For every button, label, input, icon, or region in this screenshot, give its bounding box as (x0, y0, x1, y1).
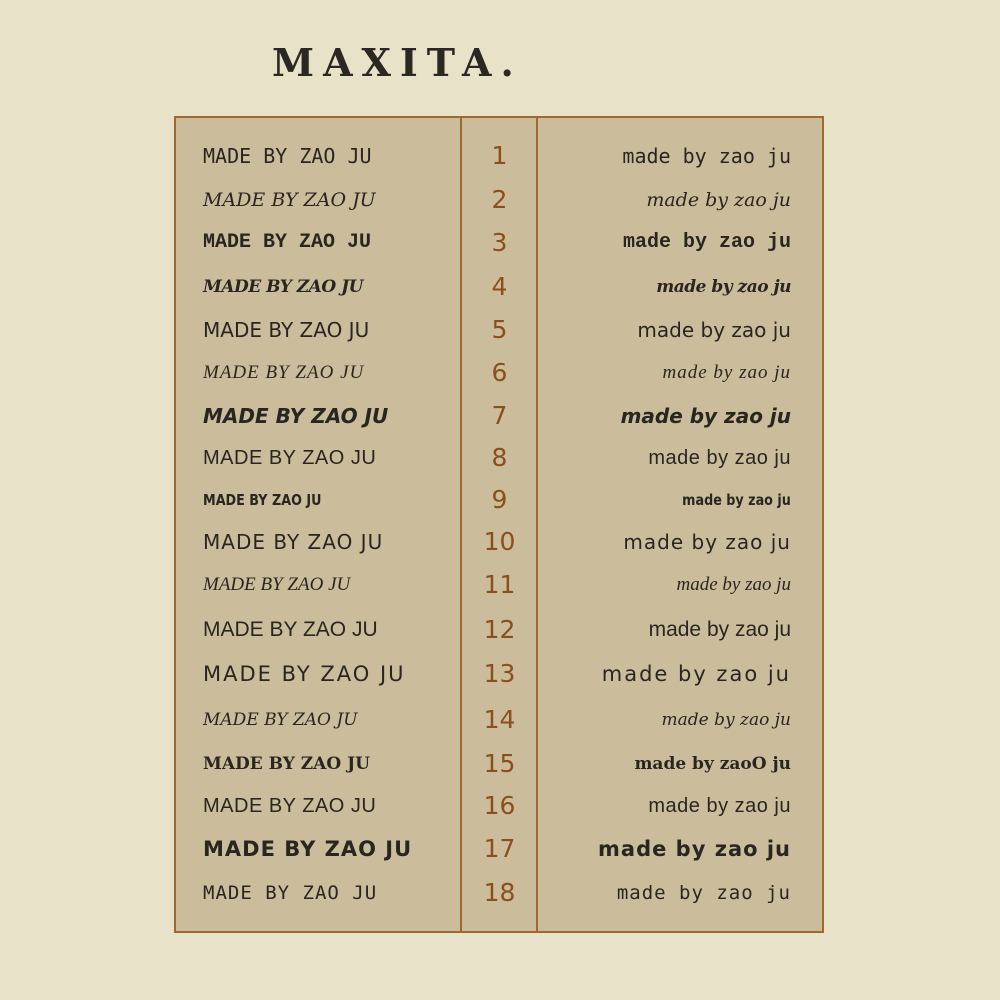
font-number: 17 (483, 834, 516, 863)
font-row[interactable] (176, 749, 822, 779)
font-number: 16 (483, 791, 516, 820)
font-row[interactable] (176, 358, 822, 388)
uppercase-sample: MADE BY ZAO JU (203, 404, 389, 428)
lowercase-sample: made by zao ju (648, 795, 791, 817)
uppercase-sample: MADE BY ZAO JU (203, 754, 370, 774)
font-row[interactable] (176, 659, 822, 689)
font-number: 11 (483, 570, 516, 599)
brand-logo: MAXITA. (272, 40, 523, 85)
lowercase-sample: made by zao ju (623, 530, 791, 554)
font-number: 6 (491, 358, 508, 387)
uppercase-sample: MADE BY ZAO JU (203, 447, 377, 469)
uppercase-sample: MADE BY ZAO JU (203, 189, 376, 211)
uppercase-sample: MADE BY ZAO JU (203, 231, 372, 254)
font-number: 8 (491, 443, 508, 472)
lowercase-sample: made by zao ju (648, 447, 791, 469)
font-number: 7 (491, 401, 508, 430)
lowercase-sample: made by zao ju (662, 362, 791, 383)
lowercase-sample: made by zao ju (646, 189, 791, 211)
uppercase-sample: MADE BY ZAO JU (203, 277, 363, 297)
font-row[interactable] (176, 791, 822, 821)
font-number: 13 (483, 659, 516, 688)
font-number: 1 (491, 141, 508, 170)
font-style-table (174, 116, 824, 933)
uppercase-sample: MADE BY ZAO JU (203, 318, 370, 342)
font-row[interactable] (176, 878, 822, 908)
font-number: 5 (491, 315, 508, 344)
font-row[interactable] (176, 615, 822, 645)
uppercase-sample: MADE BY ZAO JU (203, 362, 365, 383)
font-row[interactable] (176, 141, 822, 171)
lowercase-sample: made by zao ju (601, 662, 791, 686)
font-row[interactable] (176, 834, 822, 864)
lowercase-sample: made by zao ju (622, 231, 791, 254)
lowercase-sample: made by zao ju (656, 277, 791, 297)
font-number: 9 (491, 485, 508, 514)
uppercase-sample: MADE BY ZAO JU (203, 837, 413, 861)
uppercase-sample: MADE BY ZAO JU (203, 710, 358, 730)
font-row[interactable] (176, 443, 822, 473)
font-number: 14 (483, 705, 516, 734)
font-row[interactable] (176, 315, 822, 345)
uppercase-sample: MADE BY ZAO JU (203, 795, 377, 817)
uppercase-sample: MADE BY ZAO JU (203, 618, 378, 641)
lowercase-sample: made by zao ju (598, 837, 791, 861)
uppercase-sample: MADE BY ZAO JU (203, 144, 372, 168)
lowercase-sample: made by zao ju (616, 882, 791, 904)
font-row[interactable] (176, 228, 822, 258)
lowercase-sample: made by zao ju (622, 144, 791, 168)
font-number: 4 (491, 272, 508, 301)
lowercase-sample: made by zao ju (661, 710, 791, 730)
lowercase-sample: made by zao ju (648, 618, 791, 641)
font-number: 18 (483, 878, 516, 907)
font-row[interactable] (176, 185, 822, 215)
lowercase-sample: made by zao ju (637, 318, 791, 342)
font-row[interactable] (176, 705, 822, 735)
font-number: 2 (491, 185, 508, 214)
uppercase-sample: MADE BY ZAO JU (203, 574, 351, 595)
font-number: 3 (491, 228, 508, 257)
lowercase-sample: made by zao ju (620, 404, 791, 428)
font-row[interactable] (176, 401, 822, 431)
uppercase-sample: MADE BY ZAO JU (203, 530, 384, 554)
uppercase-sample: MADE BY ZAO JU (203, 882, 378, 904)
lowercase-sample: made by zao ju (682, 491, 791, 509)
lowercase-sample: made by zaoO ju (634, 754, 791, 774)
font-number: 15 (483, 749, 516, 778)
font-row[interactable] (176, 272, 822, 302)
font-number: 10 (483, 527, 516, 556)
font-row[interactable] (176, 527, 822, 557)
font-row[interactable] (176, 485, 822, 515)
lowercase-sample: made by zao ju (676, 574, 791, 595)
font-row[interactable] (176, 570, 822, 600)
uppercase-sample: MADE BY ZAO JU (203, 662, 406, 686)
font-number: 12 (483, 615, 516, 644)
uppercase-sample: MADE BY ZAO JU (203, 491, 322, 509)
